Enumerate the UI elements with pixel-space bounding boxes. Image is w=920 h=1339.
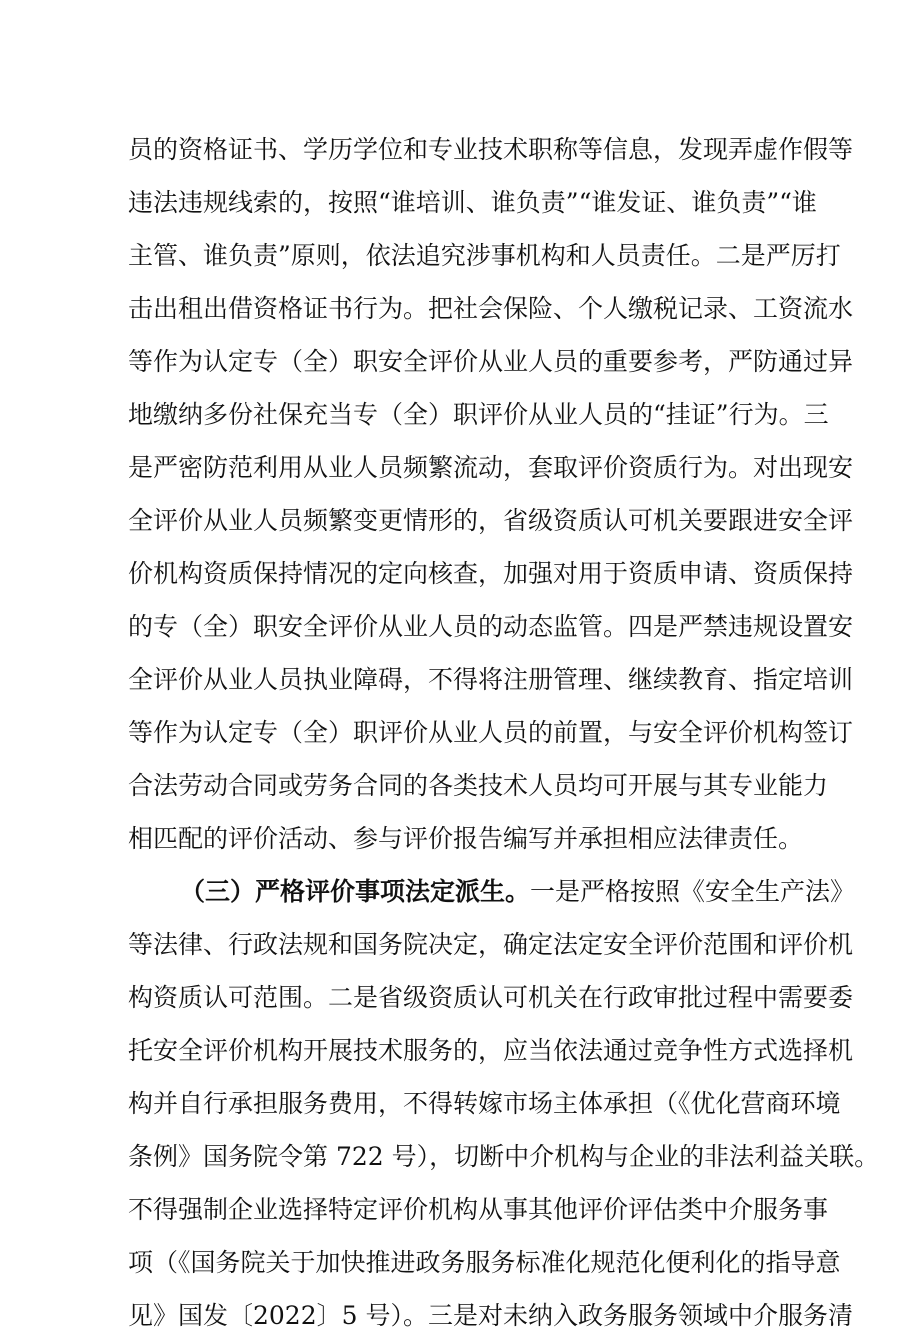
section-heading: （三）严格评价事项法定派生。 bbox=[180, 877, 531, 906]
body-text-line: 击出租出借资格证书行为。把社会保险、个人缴税记录、工资流水 bbox=[128, 294, 854, 323]
body-text-line: 项（《国务院关于加快推进政务服务标准化规范化便利化的指导意 bbox=[128, 1248, 841, 1277]
body-text-line: 全评价从业人员执业障碍，不得将注册管理、继续教育、指定培训 bbox=[128, 665, 854, 694]
body-text-line: 地缴纳多份社保充当专（全）职评价从业人员的“挂证”行为。三 bbox=[128, 400, 829, 429]
body-text-line: 价机构资质保持情况的定向核查，加强对用于资质申请、资质保持 bbox=[128, 559, 854, 588]
body-text-line: 违法违规线索的，按照“谁培训、谁负责”“谁发证、谁负责”“谁 bbox=[128, 188, 817, 217]
body-text-line: 托安全评价机构开展技术服务的，应当依法通过竞争性方式选择机 bbox=[128, 1036, 854, 1065]
body-text-line: 全评价从业人员频繁变更情形的，省级资质认可机关要跟进安全评 bbox=[128, 506, 854, 535]
body-text-line: 等作为认定专（全）职安全评价从业人员的重要参考，严防通过异 bbox=[128, 347, 854, 376]
body-text-line: 条例》国务院令第 722 号），切断中介机构与企业的非法利益关联。 bbox=[128, 1142, 880, 1171]
body-text-line: 主管、谁负责”原则，依法追究涉事机构和人员责任。二是严厉打 bbox=[128, 241, 841, 270]
body-text-line: 不得强制企业选择特定评价机构从事其他评价评估类中介服务事 bbox=[128, 1195, 829, 1224]
section-heading-line bbox=[180, 869, 856, 915]
body-text-line: 构并自行承担服务费用，不得转嫁市场主体承担（《优化营商环境 bbox=[128, 1089, 841, 1118]
body-text-line: 的专（全）职安全评价从业人员的动态监管。四是严禁违规设置安 bbox=[128, 612, 854, 641]
body-text-line: 合法劳动合同或劳务合同的各类技术人员均可开展与其专业能力 bbox=[128, 771, 829, 800]
body-text-line: 是严密防范利用从业人员频繁流动，套取评价资质行为。对出现安 bbox=[128, 453, 854, 482]
body-text-line: 员的资格证书、学历学位和专业技术职称等信息，发现弄虚作假等 bbox=[128, 135, 854, 164]
body-text-line: 见》国发〔2022〕5 号）。三是对未纳入政务服务领域中介服务清 bbox=[128, 1301, 853, 1330]
body-text-line: 等作为认定专（全）职评价从业人员的前置，与安全评价机构签订 bbox=[128, 718, 854, 747]
body-text-span: 一是严格按照《安全生产法》 bbox=[530, 877, 856, 906]
body-text-line: 等法律、行政法规和国务院决定，确定法定安全评价范围和评价机 bbox=[128, 930, 854, 959]
body-text-line: 构资质认可范围。二是省级资质认可机关在行政审批过程中需要委 bbox=[128, 983, 854, 1012]
body-text-line: 相匹配的评价活动、参与评价报告编写并承担相应法律责任。 bbox=[128, 824, 804, 853]
